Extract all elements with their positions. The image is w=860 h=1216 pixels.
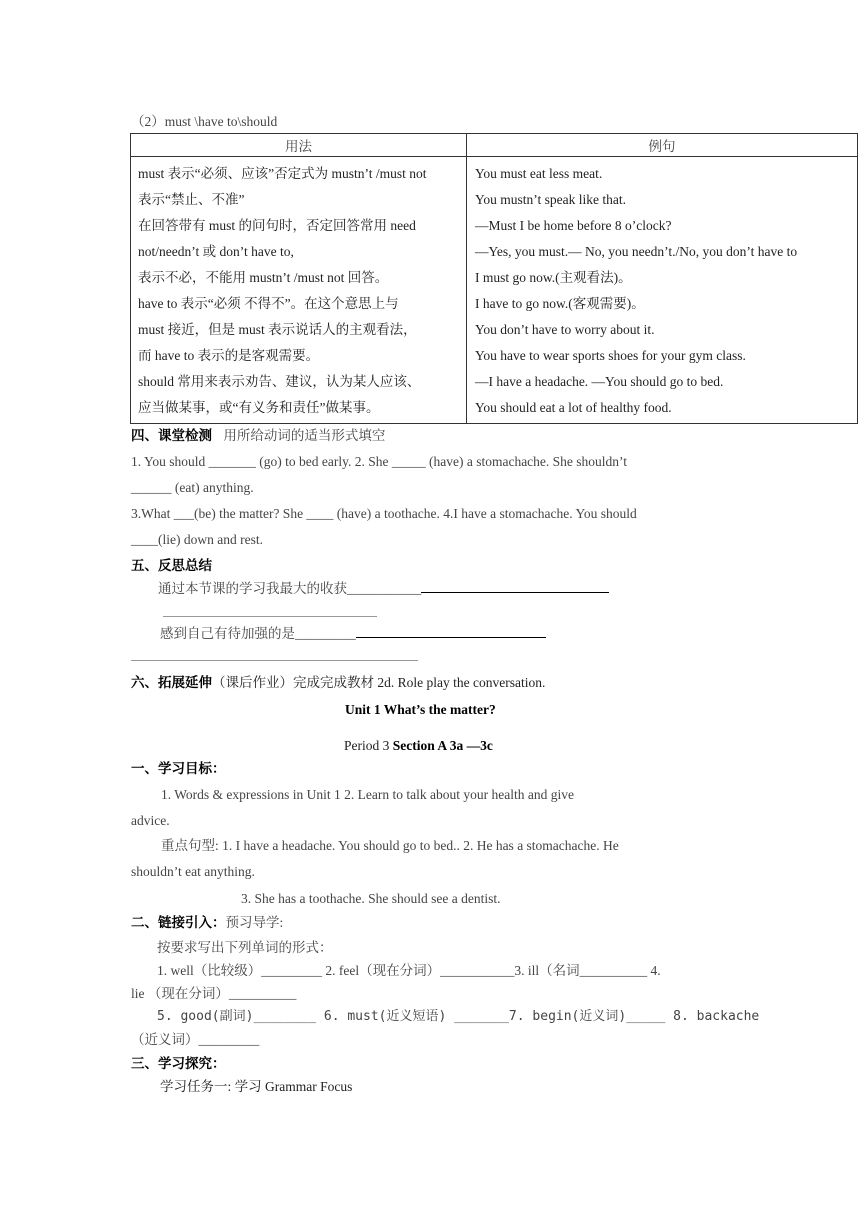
section-1-heading: 一、学习目标： [131, 761, 226, 776]
answer-blank-line[interactable] [131, 660, 418, 661]
example-line: I have to go now.(客观需要)。 [475, 296, 645, 311]
section-2 [131, 914, 283, 932]
word-form-line-1: 1. well（比较级）_________ 2. feel（现在分词）___________3. ill（名词__________ 4. [157, 963, 661, 978]
exercise-line-1: 1. You should _______ (go) to bed early. 2. She _____ (have) a stomachache. She shouldn’t [131, 454, 628, 469]
section-6-heading: 六、拓展延伸 [131, 675, 212, 690]
key-sentence-line-1b: shouldn’t eat anything. [131, 864, 255, 879]
period-prefix: Period 3 [344, 738, 393, 753]
goal-line-1b: advice. [131, 813, 170, 828]
example-line: —Yes, you must.— No, you needn’t./No, you don’t have to [475, 244, 798, 259]
usage-line: 表示“禁止、不准” [138, 192, 245, 207]
word-form-line-2b: （近义词）_________ [131, 1032, 260, 1047]
unit-title: Unit 1 What’s the matter? [345, 702, 496, 717]
table-row [131, 157, 858, 424]
section-4-heading: 四、课堂检测 [131, 428, 212, 443]
reflection-gain [158, 580, 609, 598]
usage-line: have to 表示“必须 不得不”。在这个意思上与 [138, 296, 399, 311]
section-6-text: （课后作业）完成完成教材 2d. Role play the conversation. [212, 675, 546, 690]
usage-cell [131, 157, 467, 424]
example-line: You mustn’t speak like that. [475, 192, 627, 207]
usage-table [130, 133, 858, 424]
examples-cell [467, 157, 858, 424]
table-header-row [131, 134, 858, 157]
usage-line: 而 have to 表示的是客观需要。 [138, 348, 320, 363]
section-2-sub: 预习导学: [225, 915, 284, 930]
reflection-improve [160, 625, 546, 643]
period-section: Section A 3a —3c [392, 738, 493, 753]
usage-line: 在回答带有 must 的问句时，否定回答常用 need [138, 218, 416, 233]
example-line: You don’t have to worry about it. [475, 322, 655, 337]
section-4 [131, 427, 385, 445]
column-header-examples: 例句 [467, 134, 858, 157]
answer-blank[interactable] [421, 580, 609, 593]
key-sentence-line-1: 重点句型: 1. I have a headache. You should go to bed.. 2. He has a stomachache. He [161, 838, 619, 853]
word-form-instruction: 按要求写出下列单词的形式： [157, 940, 333, 955]
usage-line: 表示不必，不能用 mustn’t /must not 回答。 [138, 270, 389, 285]
column-header-usage: 用法 [131, 134, 467, 157]
example-line: You should eat a lot of healthy food. [475, 400, 672, 415]
learning-task-1: 学习任务一: 学习 Grammar Focus [160, 1079, 353, 1094]
goal-line-1: 1. Words & expressions in Unit 1 2. Learn to talk about your health and give [161, 787, 574, 802]
usage-line: 应当做某事，或“有义务和责任”做某事。 [138, 400, 380, 415]
reflection-gain-label: 通过本节课的学习我最大的收获___________ [158, 581, 422, 596]
section-4-instruction: 用所给动词的适当形式填空 [223, 428, 386, 443]
example-line: I must go now.(主观看法)。 [475, 270, 632, 285]
period-title [344, 737, 493, 755]
example-line: You must eat less meat. [475, 166, 603, 181]
answer-blank[interactable] [356, 625, 546, 638]
example-line: —I have a headache. —You should go to bed. [475, 374, 724, 389]
example-line: You have to wear sports shoes for your gym class. [475, 348, 746, 363]
word-form-line-1b: lie （现在分词）__________ [131, 986, 297, 1001]
reflection-improve-label: 感到自己有待加强的是_________ [160, 626, 356, 641]
section-2-heading: 二、链接引入： [131, 915, 226, 930]
usage-line: should 常用来表示劝告、建议，认为某人应该、 [138, 374, 421, 389]
section-heading: （2）must \have to\should [131, 114, 278, 129]
section-3-heading: 三、学习探究： [131, 1056, 226, 1071]
word-form-line-2: 5. good(副词)________ 6. must(近义短语) _______7. begin(近义词)_____ 8. backache [157, 1009, 760, 1024]
usage-line: must 表示“必须、应该”否定式为 mustn’t /must not [138, 166, 427, 181]
usage-line: must 接近，但是 must 表示说话人的主观看法， [138, 322, 417, 337]
exercise-line-3: 3.What ___(be) the matter? She ____ (have) a toothache. 4.I have a stomachache. You should [131, 506, 637, 521]
usage-line: not/needn’t 或 don’t have to, [138, 244, 294, 259]
exercise-line-2: ______ (eat) anything. [131, 480, 254, 495]
answer-blank-line[interactable] [163, 616, 377, 617]
section-5-heading: 五、反思总结 [131, 558, 212, 573]
key-sentence-line-3: 3. She has a toothache. She should see a dentist. [241, 891, 501, 906]
section-6 [131, 674, 545, 692]
exercise-line-4: ____(lie) down and rest. [131, 532, 263, 547]
example-line: —Must I be home before 8 o’clock? [475, 218, 672, 233]
